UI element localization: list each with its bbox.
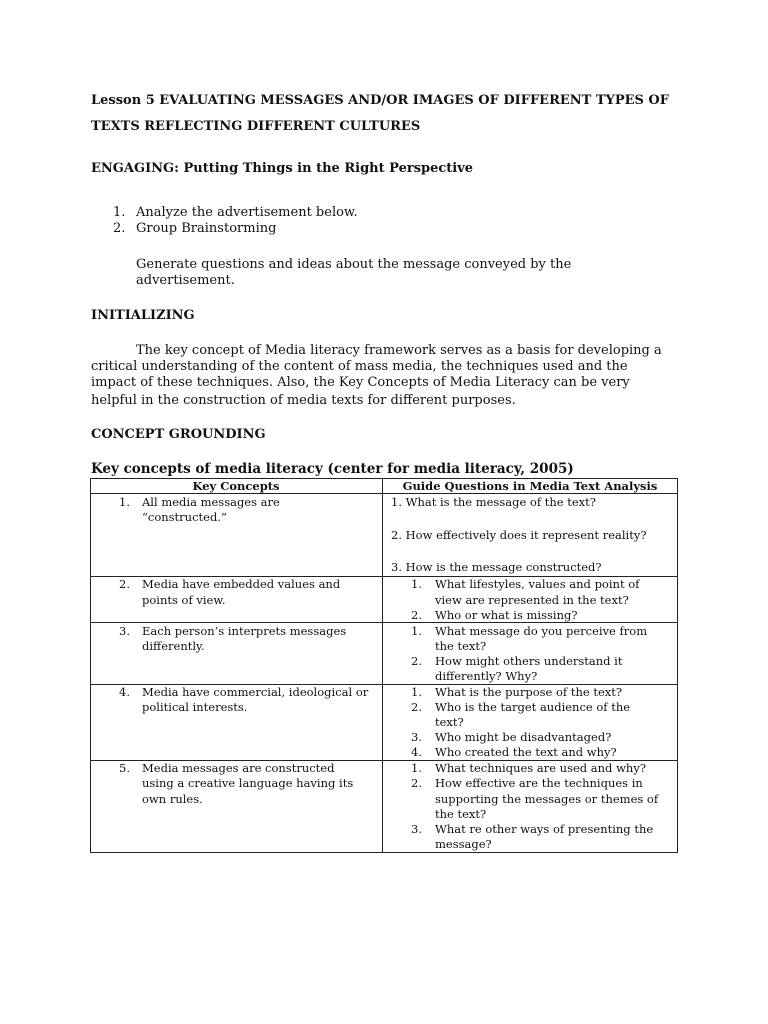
row-4-number: 4. xyxy=(119,685,130,699)
row-3-question-line: How might others understand it xyxy=(435,654,623,668)
row-4-question-line: text? xyxy=(435,715,464,729)
engaging-note-line-1: Generate questions and ideas about the message conveyed by the xyxy=(136,257,572,272)
engaging-heading: ENGAGING: Putting Things in the Right Perspective xyxy=(91,161,474,176)
row-3-question-line: the text? xyxy=(435,639,487,653)
header-guide-questions: Guide Questions in Media Text Analysis xyxy=(402,479,658,493)
table-border-bottom xyxy=(90,852,678,853)
header-key-concepts: Key Concepts xyxy=(192,479,280,493)
row-5-concept-line: Media messages are constructed xyxy=(142,761,335,775)
table-border-right xyxy=(677,478,678,853)
engaging-item-1-text: Analyze the advertisement below. xyxy=(136,205,358,220)
lesson-title-line-1: Lesson 5 EVALUATING MESSAGES AND/OR IMAGES OF DIFFERENT TYPES OF xyxy=(91,93,669,108)
initializing-line-4: helpful in the construction of media texts for different purposes. xyxy=(91,393,516,408)
row-3-concept-line: differently. xyxy=(142,639,205,653)
row-4-question-line: Who created the text and why? xyxy=(435,745,617,759)
row-5-question-line: What re other ways of presenting the xyxy=(435,822,654,836)
row-4-question-line: Who might be disadvantaged? xyxy=(435,730,612,744)
row-1-question: 1. What is the message of the text? xyxy=(391,495,596,509)
row-2-concept-line: Media have embedded values and xyxy=(142,577,341,591)
row-5-question-line: message? xyxy=(435,837,492,851)
row-3-question-line: differently? Why? xyxy=(435,669,538,683)
table-caption: Key concepts of media literacy (center for media literacy, 2005) xyxy=(91,461,574,477)
initializing-line-2: critical understanding of the content of mass media, the techniques used and the xyxy=(91,359,628,374)
initializing-line-3: impact of these techniques. Also, the Key Concepts of Media Literacy can be very xyxy=(91,375,630,390)
row-4-question-2-number: 2. xyxy=(411,700,422,714)
row-5-concept-line: own rules. xyxy=(142,792,203,806)
row-1-concept-line: All media messages are xyxy=(142,495,280,509)
table-border-left xyxy=(90,478,91,853)
row-1-question: 3. How is the message constructed? xyxy=(391,560,602,574)
engaging-note-line-2: advertisement. xyxy=(136,273,235,288)
row-5-question-line: supporting the messages or themes of xyxy=(435,792,659,806)
row-4-question-1-number: 1. xyxy=(411,685,422,699)
row-5-question-1-number: 1. xyxy=(411,761,422,775)
row-5-question-2-number: 2. xyxy=(411,776,422,790)
row-4-question-3-number: 3. xyxy=(411,730,422,744)
row-2-question-1-number: 1. xyxy=(411,577,422,591)
row-2-question-line: What lifestyles, values and point of xyxy=(435,577,640,591)
row-3-concept-line: Each person’s interprets messages xyxy=(142,624,347,638)
row-2-number: 2. xyxy=(119,577,130,591)
row-2-concept-line: points of view. xyxy=(142,593,226,607)
table-row-divider xyxy=(90,622,678,623)
row-3-question-1-number: 1. xyxy=(411,624,422,638)
row-1-concept-line: “constructed.” xyxy=(142,510,227,524)
engaging-item-2-number: 2. xyxy=(113,221,126,236)
row-2-question-line: Who or what is missing? xyxy=(435,608,578,622)
row-5-concept-line: using a creative language having its xyxy=(142,776,354,790)
row-1-number: 1. xyxy=(119,495,130,509)
table-column-divider xyxy=(382,478,383,853)
row-4-concept-line: Media have commercial, ideological or xyxy=(142,685,369,699)
row-5-question-3-number: 3. xyxy=(411,822,422,836)
initializing-line-1: The key concept of Media literacy framework serves as a basis for developing a xyxy=(136,343,662,358)
engaging-item-2-text: Group Brainstorming xyxy=(136,221,277,236)
row-4-concept-line: political interests. xyxy=(142,700,248,714)
row-4-question-line: What is the purpose of the text? xyxy=(435,685,623,699)
row-4-question-line: Who is the target audience of the xyxy=(435,700,631,714)
row-5-question-line: How effective are the techniques in xyxy=(435,776,643,790)
row-5-number: 5. xyxy=(119,761,130,775)
row-3-question-line: What message do you perceive from xyxy=(435,624,648,638)
row-4-question-4-number: 4. xyxy=(411,745,422,759)
row-2-question-line: view are represented in the text? xyxy=(435,593,629,607)
lesson-title-line-2: TEXTS REFLECTING DIFFERENT CULTURES xyxy=(91,119,421,134)
row-5-question-line: the text? xyxy=(435,807,487,821)
row-5-question-line: What techniques are used and why? xyxy=(435,761,646,775)
concept-grounding-heading: CONCEPT GROUNDING xyxy=(91,427,266,442)
initializing-heading: INITIALIZING xyxy=(91,308,195,323)
row-3-question-2-number: 2. xyxy=(411,654,422,668)
row-2-question-2-number: 2. xyxy=(411,608,422,622)
row-1-question: 2. How effectively does it represent reality? xyxy=(391,528,647,542)
row-3-number: 3. xyxy=(119,624,130,638)
engaging-item-1-number: 1. xyxy=(113,205,126,220)
